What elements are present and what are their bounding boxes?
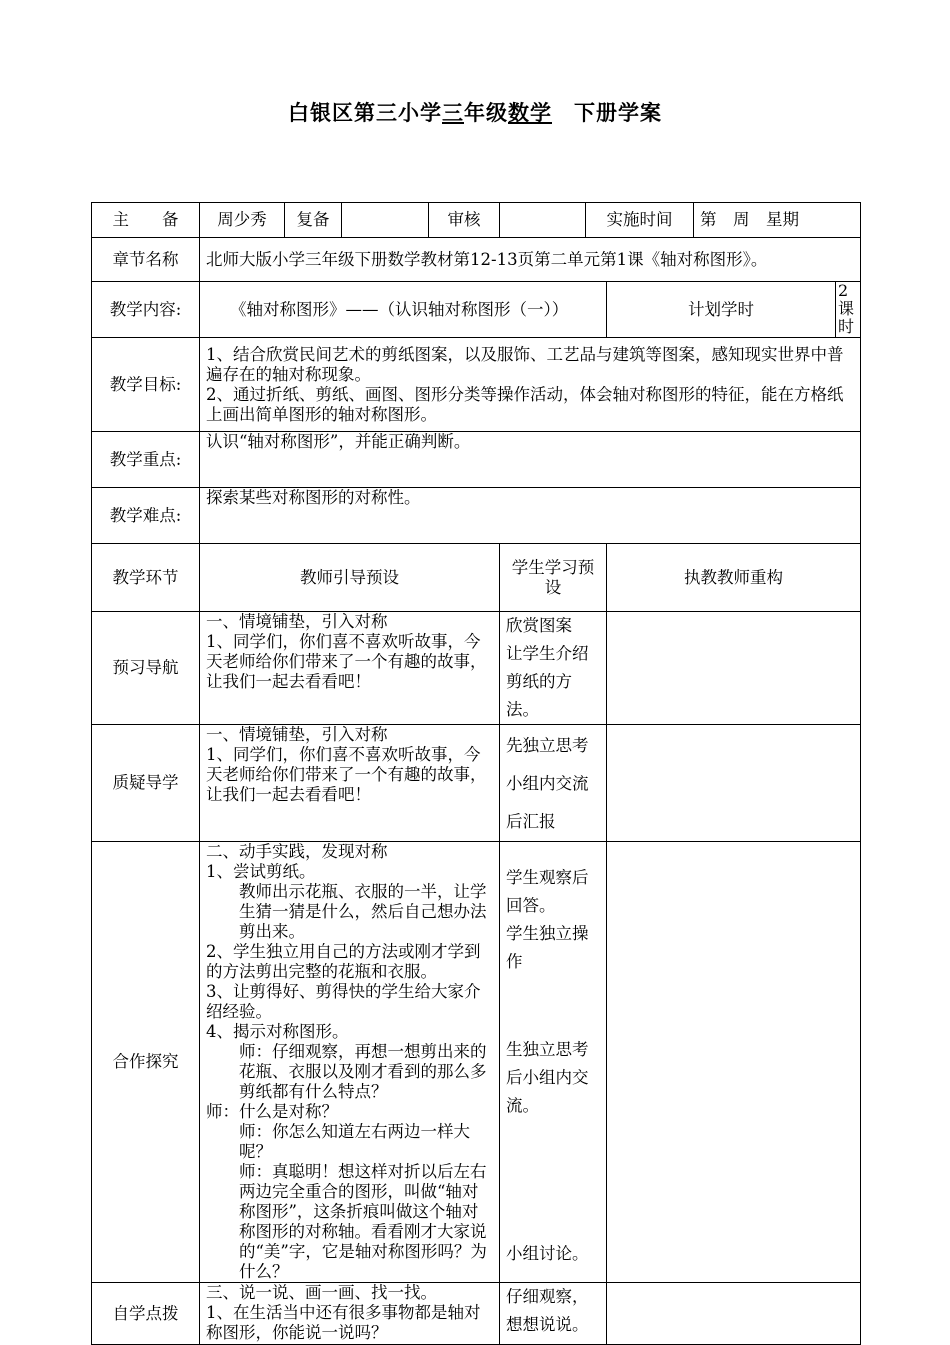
self-rebuild [607, 1283, 861, 1345]
difficult-value: 探索某些对称图形的对称性。 [200, 488, 861, 544]
col-student-header: 学生学习预设 [500, 544, 607, 612]
explore-teacher: 二、动手实践，发现对称 1、尝试剪纸。 教师出示花瓶、衣服的一半，让学生猜一猜是什么，然后自己想办法剪出来。 2、学生独立用自己的方法或刚才学到的方法剪出完整的花瓶和衣服。 3、让剪得好、剪得快的学生给大家介绍经验。 4、揭示对称图形。 师：仔细观察，再想一想剪出来的花瓶、衣服以及刚才看到的那么多剪纸都有什么特点？ 师：什么是对称？ 师：你怎么知道左右两边一样大呢？ 师：真聪明！想这样对折以后左右两边完全重合的图形，叫做“轴对称图形”，这条折痕叫做这个轴对称图形的对称轴。看看刚才大家说的“美”字，它是轴对称图形吗？为什么？ [200, 842, 500, 1283]
audit-value [500, 203, 586, 238]
stage-preview: 预习导航 [92, 612, 200, 725]
lesson-plan-table [91, 202, 860, 1345]
plan-hours-value: 2课时 [836, 282, 861, 338]
plan-hours-label: 计划学时 [607, 282, 836, 338]
explore-rebuild [607, 842, 861, 1283]
chapter-label: 章节名称 [92, 238, 200, 282]
goals-cell [200, 338, 861, 432]
goal-1: 1、结合欣赏民间艺术的剪纸图案，以及服饰、工艺品与建筑等图案，感知现实世界中普遍存在的轴对称现象。 [206, 344, 844, 384]
goal-2: 2、通过折纸、剪纸、画图、图形分类等操作活动，体会轴对称图形的特征，能在方格纸上画出简单图形的轴对称图形。 [206, 384, 844, 424]
question-rebuild [607, 725, 861, 842]
preview-student: 欣赏图案 让学生介绍剪纸的方法。 [500, 612, 607, 725]
self-teacher: 三、说一说、画一画、找一找。 1、在生活当中还有很多事物都是轴对称图形，你能说一说吗？ [200, 1283, 500, 1345]
page-title: 白银区第三小学三年级数学 下册学案 [288, 100, 662, 125]
content-value: 《轴对称图形》——（认识轴对称图形（一）） [200, 282, 607, 338]
stage-self: 自学点拨 [92, 1283, 200, 1345]
impl-time-label: 实施时间 [586, 203, 694, 238]
col-rebuild-header: 执教教师重构 [607, 544, 861, 612]
col-stage-header: 教学环节 [92, 544, 200, 612]
chapter-value: 北师大版小学三年级下册数学教材第12-13页第二单元第1课《轴对称图形》。 [200, 238, 861, 282]
difficult-label: 教学难点: [92, 488, 200, 544]
question-student: 先独立思考 小组内交流后汇报 [500, 725, 607, 842]
goals-label: 教学目标: [92, 338, 200, 432]
col-teacher-header: 教师引导预设 [200, 544, 500, 612]
key-label: 教学重点: [92, 432, 200, 488]
preview-teacher: 一、情境铺垫，引入对称 1、同学们，你们喜不喜欢听故事，今天老师给你们带来了一个有趣的故事，让我们一起去看看吧！ [200, 612, 500, 725]
author-name: 周少秀 [200, 203, 285, 238]
review-label: 复备 [285, 203, 342, 238]
impl-time-value: 第 周 星期 [694, 203, 861, 238]
review-value [342, 203, 429, 238]
question-teacher: 一、情境铺垫，引入对称 1、同学们，你们喜不喜欢听故事，今天老师给你们带来了一个有趣的故事，让我们一起去看看吧！ [200, 725, 500, 842]
key-value: 认识“轴对称图形”，并能正确判断。 [200, 432, 861, 488]
preview-rebuild [607, 612, 861, 725]
stage-explore: 合作探究 [92, 842, 200, 1283]
author-label: 主 备 [92, 203, 200, 238]
explore-student: 学生观察后回答。 学生独立操作 生独立思考后小组内交流。 小组讨论。 [500, 842, 607, 1283]
audit-label: 审核 [429, 203, 500, 238]
self-student: 仔细观察，想想说说。 [500, 1283, 607, 1345]
stage-question: 质疑导学 [92, 725, 200, 842]
content-label: 教学内容: [92, 282, 200, 338]
